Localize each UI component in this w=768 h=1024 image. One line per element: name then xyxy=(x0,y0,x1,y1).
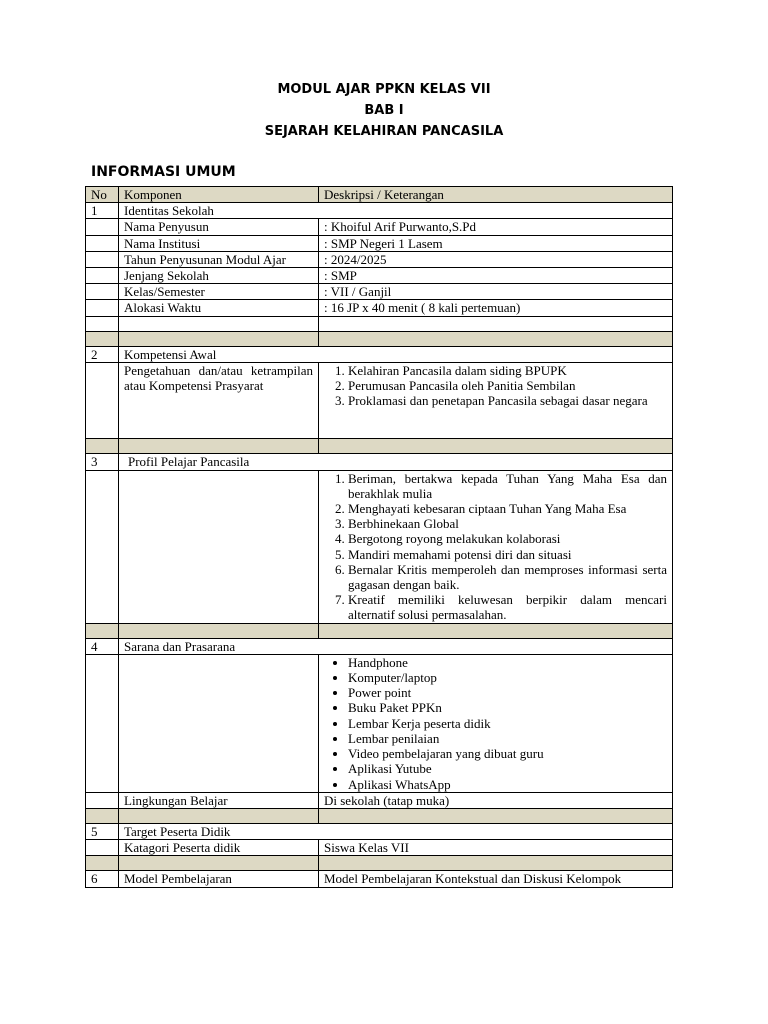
row-number: 2 xyxy=(86,346,119,362)
list-item: 4. Bergotong royong melakukan kolaborasi xyxy=(348,531,667,546)
table-row xyxy=(86,654,673,792)
section-title: Profil Pelajar Pancasila xyxy=(119,454,673,470)
field-label: Jenjang Sekolah xyxy=(119,268,319,284)
list-item: 6. Bernalar Kritis memperoleh dan memproses informasi serta gagasan dengan baik. xyxy=(348,562,667,592)
profile-list xyxy=(324,471,667,623)
separator-row xyxy=(86,331,673,346)
table-row xyxy=(86,840,673,856)
field-label: Alokasi Waktu xyxy=(119,300,319,316)
table-row xyxy=(86,454,673,470)
table-row xyxy=(86,362,673,439)
chapter-title: SEJARAH KELAHIRAN PANCASILA xyxy=(264,124,504,139)
field-value: : 2024/2025 xyxy=(319,251,673,267)
field-label: Kelas/Semester xyxy=(119,284,319,300)
field-value xyxy=(319,654,673,792)
field-value: : 16 JP x 40 menit ( 8 kali pertemuan) xyxy=(319,300,673,316)
field-value: : SMP Negeri 1 Lasem xyxy=(319,235,673,251)
list-item: • Lembar Kerja peserta didik xyxy=(348,716,667,731)
list-item: • Aplikasi WhatsApp xyxy=(348,777,667,792)
prerequisite-list xyxy=(324,363,667,409)
list-item: • Lembar penilaian xyxy=(348,731,667,746)
row-number: 6 xyxy=(86,871,119,887)
field-value xyxy=(319,470,673,623)
field-value: Model Pembelajaran Kontekstual dan Diskusi Kelompok xyxy=(319,871,673,887)
field-label: Nama Institusi xyxy=(119,235,319,251)
table-row xyxy=(86,792,673,808)
table-row xyxy=(86,268,673,284)
header-no: No xyxy=(86,187,119,203)
table-row xyxy=(86,219,673,235)
info-table xyxy=(85,186,673,888)
section-title: Target Peserta Didik xyxy=(119,823,673,839)
list-item: 1. Beriman, bertakwa kepada Tuhan Yang Maha Esa dan berakhlak mulia xyxy=(348,471,667,501)
list-item: 2. Menghayati kebesaran ciptaan Tuhan Yang Maha Esa xyxy=(348,501,667,516)
field-label: Nama Penyusun xyxy=(119,219,319,235)
separator-row xyxy=(86,439,673,454)
list-item: • Video pembelajaran yang dibuat guru xyxy=(348,746,667,761)
field-value: Siswa Kelas VII xyxy=(319,840,673,856)
list-item: 5. Mandiri memahami potensi diri dan situasi xyxy=(348,547,667,562)
list-item: • Aplikasi Yutube xyxy=(348,761,667,776)
header-deskripsi: Deskripsi / Keterangan xyxy=(319,187,673,203)
list-item: • Buku Paket PPKn xyxy=(348,700,667,715)
field-value: : VII / Ganjil xyxy=(319,284,673,300)
field-label: Pengetahuan dan/atau ketrampilan atau Kompetensi Prasyarat xyxy=(119,362,319,439)
separator-row xyxy=(86,856,673,871)
list-item: • Power point xyxy=(348,685,667,700)
table-row xyxy=(86,823,673,839)
field-label: Tahun Penyusunan Modul Ajar xyxy=(119,251,319,267)
table-header-row xyxy=(86,187,673,203)
field-value: : SMP xyxy=(319,268,673,284)
list-item: 2. Perumusan Pancasila oleh Panitia Sembilan xyxy=(348,378,667,393)
chapter-label: BAB I xyxy=(364,103,404,118)
table-row xyxy=(86,235,673,251)
table-row xyxy=(86,638,673,654)
header-komponen: Komponen xyxy=(119,187,319,203)
separator-row xyxy=(86,623,673,638)
row-number: 3 xyxy=(86,454,119,470)
section-title: Identitas Sekolah xyxy=(119,203,673,219)
separator-row xyxy=(86,808,673,823)
table-row xyxy=(86,203,673,219)
field-label: Katagori Peserta didik xyxy=(119,840,319,856)
list-item: 7. Kreatif memiliki keluwesan berpikir dalam mencari alternatif solusi permasalahan. xyxy=(348,592,667,622)
list-item: • Handphone xyxy=(348,655,667,670)
table-row xyxy=(86,346,673,362)
facility-list xyxy=(324,655,667,792)
field-value: Di sekolah (tatap muka) xyxy=(319,792,673,808)
table-row xyxy=(86,470,673,623)
field-label: Lingkungan Belajar xyxy=(119,792,319,808)
section-heading: INFORMASI UMUM xyxy=(91,164,236,180)
row-number: 4 xyxy=(86,638,119,654)
field-value: : Khoiful Arif Purwanto,S.Pd xyxy=(319,219,673,235)
list-item: 1. Kelahiran Pancasila dalam siding BPUPK xyxy=(348,363,667,378)
section-title: Sarana dan Prasarana xyxy=(119,638,673,654)
row-number: 5 xyxy=(86,823,119,839)
document-title: MODUL AJAR PPKN KELAS VII xyxy=(277,82,491,97)
section-title: Kompetensi Awal xyxy=(119,346,673,362)
table-row xyxy=(86,300,673,316)
row-number: 1 xyxy=(86,203,119,219)
blank-row xyxy=(86,316,673,331)
list-item: 3. Berbhinekaan Global xyxy=(348,516,667,531)
field-value xyxy=(319,362,673,439)
field-label: Model Pembelajaran xyxy=(119,871,319,887)
list-item: 3. Proklamasi dan penetapan Pancasila sebagai dasar negara xyxy=(348,393,667,408)
list-item: • Komputer/laptop xyxy=(348,670,667,685)
table-row xyxy=(86,251,673,267)
table-row xyxy=(86,284,673,300)
table-row xyxy=(86,871,673,887)
